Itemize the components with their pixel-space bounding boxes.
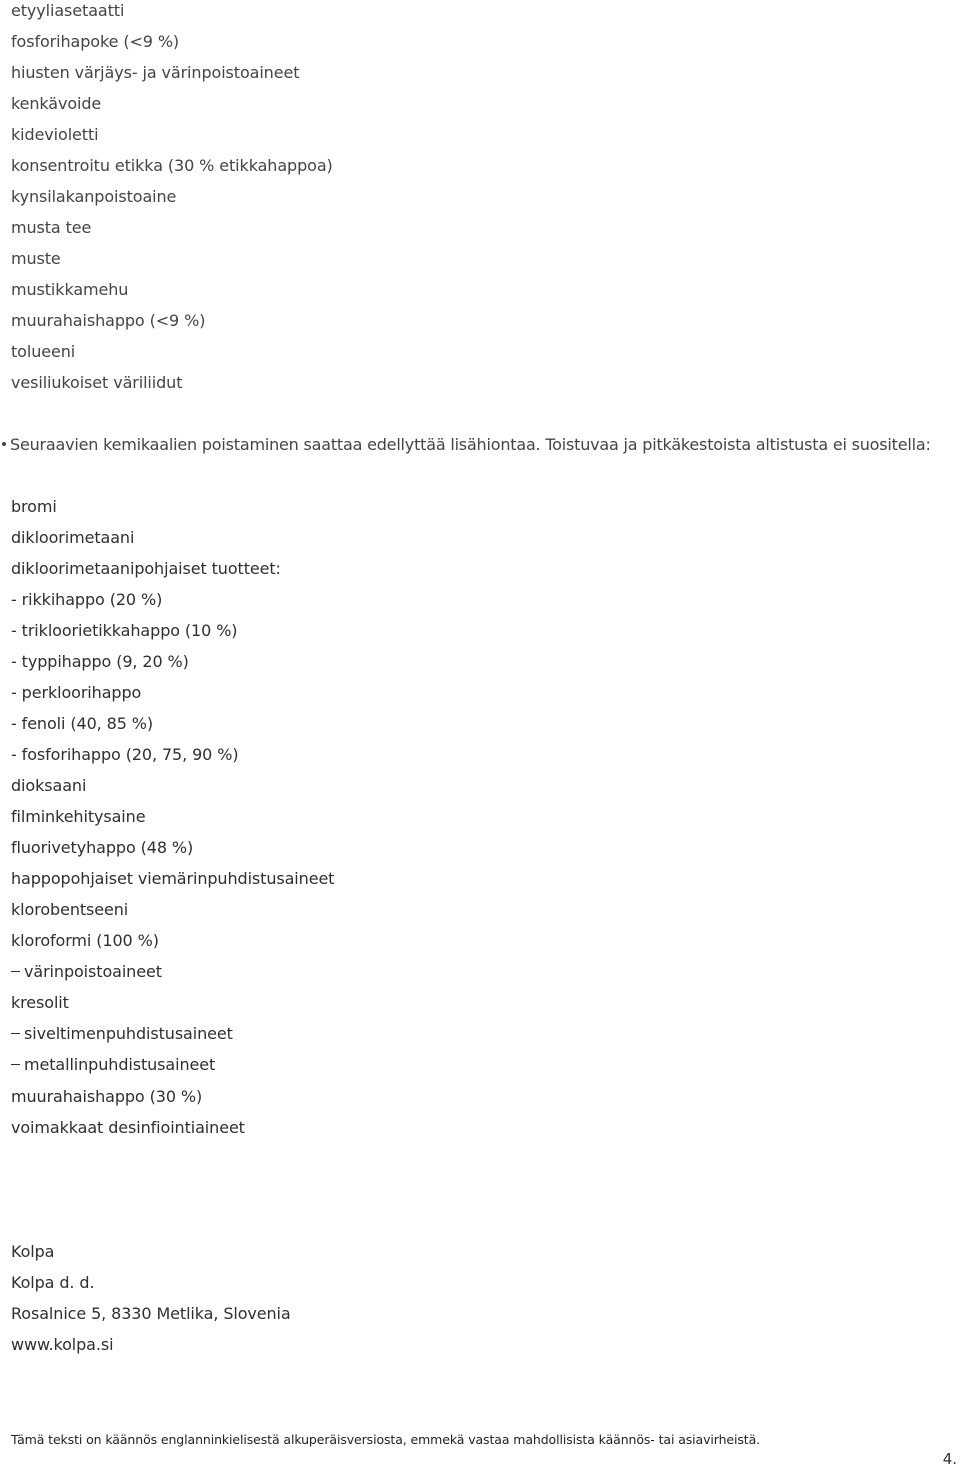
dash-icon bbox=[11, 971, 20, 973]
list-item: klorobentseeni bbox=[11, 900, 129, 919]
list-item: fluorivetyhappo (48 %) bbox=[11, 838, 194, 857]
list-item: voimakkaat desinfiointiaineet bbox=[11, 1118, 245, 1137]
website-link[interactable]: www.kolpa.si bbox=[11, 1335, 114, 1354]
list-item: - rikkihappo (20 %) bbox=[11, 590, 163, 609]
list-item: kloroformi (100 %) bbox=[11, 931, 159, 950]
list-item: - trikloorietikkahappo (10 %) bbox=[11, 621, 238, 640]
list-item: - fenoli (40, 85 %) bbox=[11, 714, 154, 733]
dash-icon bbox=[11, 1033, 20, 1035]
list-item: hiusten värjäys- ja värinpoistoaineet bbox=[11, 63, 300, 82]
list-item: filminkehitysaine bbox=[11, 807, 146, 826]
bullet-icon bbox=[2, 442, 6, 446]
list-item bbox=[11, 1055, 215, 1075]
list-item: dioksaani bbox=[11, 776, 87, 795]
list-item: - perkloorihappo bbox=[11, 683, 142, 702]
list-item-text: metallinpuhdistusaineet bbox=[24, 1055, 216, 1074]
brand-name: Kolpa bbox=[11, 1242, 55, 1261]
list-item: - fosforihappo (20, 75, 90 %) bbox=[11, 745, 239, 764]
list-item: kynsilakanpoistoaine bbox=[11, 187, 177, 206]
footer-note: Tämä teksti on käännös englanninkielisestä alkuperäisversiosta, emmekä vastaa mahdollisista käännös- tai asiavirheistä. bbox=[11, 1432, 761, 1447]
dash-icon bbox=[11, 1064, 20, 1066]
list-item: kidevioletti bbox=[11, 125, 99, 144]
list-item: musta tee bbox=[11, 218, 92, 237]
page-number: 4. bbox=[942, 1450, 957, 1468]
list-item: vesiliukoiset väriliidut bbox=[11, 373, 183, 392]
list-item: muurahaishappo (<9 %) bbox=[11, 311, 206, 330]
list-item: kresolit bbox=[11, 993, 69, 1012]
list-item: fosforihapoke (<9 %) bbox=[11, 32, 180, 51]
list-item: konsentroitu etikka (30 % etikkahappoa) bbox=[11, 156, 333, 175]
list-item-text: siveltimenpuhdistusaineet bbox=[24, 1024, 233, 1043]
company-address: Rosalnice 5, 8330 Metlika, Slovenia bbox=[11, 1304, 291, 1323]
bullet-text: Seuraavien kemikaalien poistaminen saattaa edellyttää lisähiontaa. Toistuvaa ja pitkäkestoista altistusta ei suositella: bbox=[10, 435, 931, 454]
list-item: mustikkamehu bbox=[11, 280, 129, 299]
list-item: tolueeni bbox=[11, 342, 76, 361]
list-item bbox=[11, 962, 162, 982]
list-item bbox=[11, 1024, 233, 1044]
list-item: happopohjaiset viemärinpuhdistusaineet bbox=[11, 869, 335, 888]
list-item: muurahaishappo (30 %) bbox=[11, 1087, 203, 1106]
bullet-note bbox=[2, 435, 931, 455]
list-item: dikloorimetaanipohjaiset tuotteet: bbox=[11, 559, 281, 578]
list-item: - typpihappo (9, 20 %) bbox=[11, 652, 189, 671]
list-item: muste bbox=[11, 249, 61, 268]
list-item: dikloorimetaani bbox=[11, 528, 135, 547]
list-item: bromi bbox=[11, 497, 57, 516]
list-item: etyyliasetaatti bbox=[11, 1, 125, 20]
list-item-text: värinpoistoaineet bbox=[24, 962, 162, 981]
company-name: Kolpa d. d. bbox=[11, 1273, 95, 1292]
list-item: kenkävoide bbox=[11, 94, 102, 113]
